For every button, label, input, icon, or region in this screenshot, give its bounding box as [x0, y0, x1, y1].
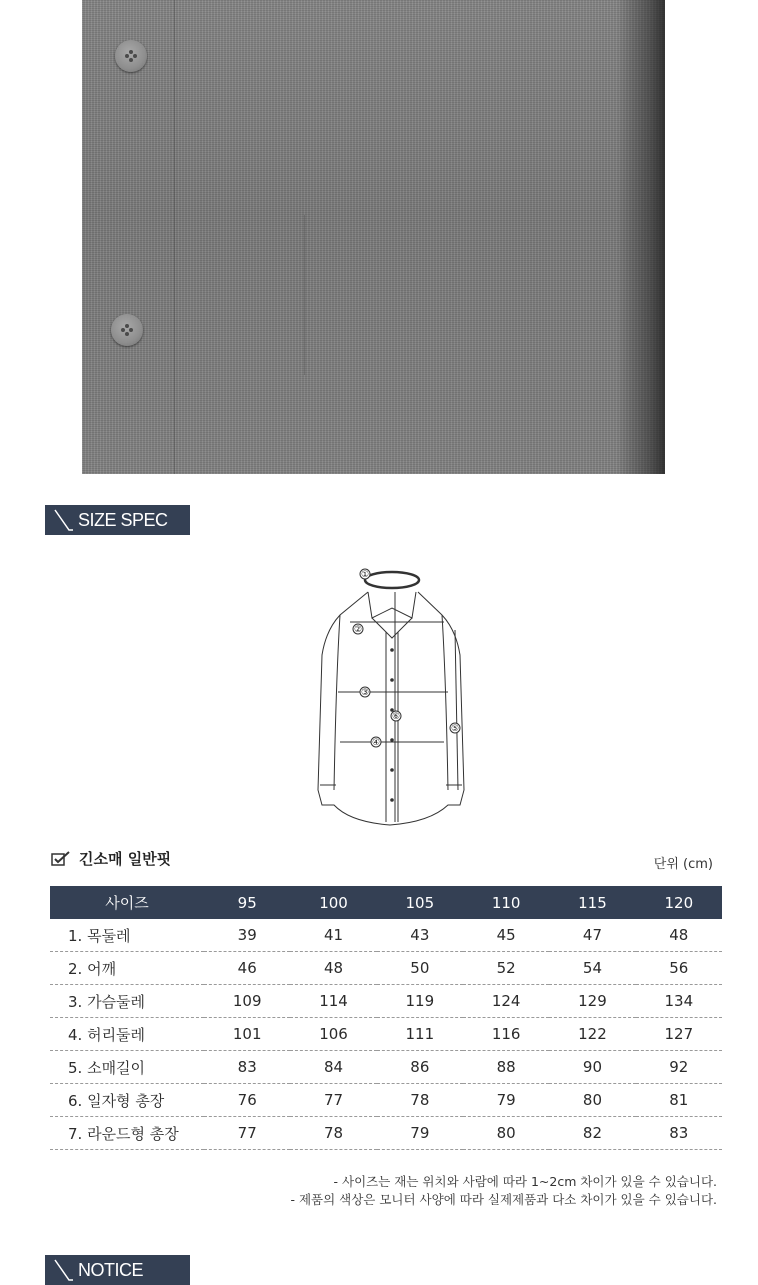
checkbox-edit-icon	[51, 851, 71, 867]
unit-label: 단위 (cm)	[653, 857, 713, 872]
table-cell: 48	[290, 952, 376, 985]
row-label: 1. 목둘레	[50, 919, 204, 952]
shirt-measurement-diagram	[310, 560, 470, 830]
table-cell: 86	[377, 1051, 463, 1084]
size-spec-title: SIZE SPEC	[78, 510, 168, 530]
placket-seam	[174, 0, 175, 474]
table-cell: 79	[463, 1084, 549, 1117]
shirt-button	[115, 40, 147, 72]
table-cell: 90	[549, 1051, 635, 1084]
table-cell: 127	[636, 1018, 722, 1051]
note-line: - 제품의 색상은 모니터 사양에 따라 실제제품과 다소 차이가 있을 수 있습니다.	[290, 1192, 717, 1207]
diagram-marker-3: ③	[360, 688, 370, 698]
table-row	[50, 1117, 722, 1150]
note-line: - 사이즈는 재는 위치와 사람에 따라 1~2cm 차이가 있을 수 있습니다.	[333, 1174, 717, 1189]
table-cell: 84	[290, 1051, 376, 1084]
table-cell: 79	[377, 1117, 463, 1150]
table-row	[50, 1084, 722, 1117]
table-cell: 52	[463, 952, 549, 985]
table-cell: 109	[204, 985, 290, 1018]
header-size: 105	[377, 886, 463, 919]
table-cell: 134	[636, 985, 722, 1018]
table-cell: 56	[636, 952, 722, 985]
table-cell: 77	[290, 1084, 376, 1117]
product-fabric-photo	[82, 0, 665, 474]
size-spec-table	[50, 886, 722, 1150]
header-size: 100	[290, 886, 376, 919]
table-cell: 43	[377, 919, 463, 952]
table-row	[50, 1018, 722, 1051]
slash-icon	[53, 508, 73, 532]
diagram-marker-2: ②	[353, 625, 363, 635]
row-label: 7. 라운드형 총장	[50, 1117, 204, 1150]
sleeve-shadow	[617, 0, 665, 474]
notice-banner	[45, 1255, 190, 1285]
table-row	[50, 952, 722, 985]
table-cell: 92	[636, 1051, 722, 1084]
table-cell: 78	[377, 1084, 463, 1117]
notice-title: NOTICE	[78, 1260, 144, 1280]
table-row	[50, 919, 722, 952]
table-cell: 45	[463, 919, 549, 952]
table-row	[50, 985, 722, 1018]
neck-measure-arc	[365, 572, 419, 588]
size-notes	[290, 1173, 717, 1209]
table-cell: 77	[204, 1117, 290, 1150]
table-cell: 80	[463, 1117, 549, 1150]
row-label: 4. 허리둘레	[50, 1018, 204, 1051]
diagram-marker-5: ⑤	[450, 724, 460, 734]
diagram-marker-4: ④	[371, 738, 381, 748]
table-cell: 83	[204, 1051, 290, 1084]
table-cell: 83	[636, 1117, 722, 1150]
row-label: 6. 일자형 총장	[50, 1084, 204, 1117]
table-cell: 48	[636, 919, 722, 952]
table-cell: 80	[549, 1084, 635, 1117]
diagram-marker-1: ①	[360, 570, 370, 580]
table-cell: 41	[290, 919, 376, 952]
table-cell: 76	[204, 1084, 290, 1117]
slash-icon	[53, 1258, 73, 1282]
table-cell: 114	[290, 985, 376, 1018]
table-cell: 81	[636, 1084, 722, 1117]
size-spec-banner	[45, 505, 190, 535]
table-cell: 82	[549, 1117, 635, 1150]
table-cell: 78	[290, 1117, 376, 1150]
table-cell: 111	[377, 1018, 463, 1051]
diagram-marker-6: ⑥	[391, 712, 401, 722]
table-cell: 50	[377, 952, 463, 985]
header-size: 95	[204, 886, 290, 919]
spec-heading	[51, 848, 171, 869]
table-cell: 46	[204, 952, 290, 985]
spec-heading-text: 긴소매 일반핏	[79, 850, 172, 868]
table-cell: 122	[549, 1018, 635, 1051]
row-label: 5. 소매길이	[50, 1051, 204, 1084]
table-cell: 129	[549, 985, 635, 1018]
header-size-label: 사이즈	[50, 886, 204, 919]
header-size: 115	[549, 886, 635, 919]
header-size: 120	[636, 886, 722, 919]
shirt-button	[111, 314, 143, 346]
row-label: 3. 가슴둘레	[50, 985, 204, 1018]
table-cell: 119	[377, 985, 463, 1018]
table-cell: 39	[204, 919, 290, 952]
table-row	[50, 1051, 722, 1084]
table-cell: 101	[204, 1018, 290, 1051]
row-label: 2. 어깨	[50, 952, 204, 985]
table-cell: 124	[463, 985, 549, 1018]
table-cell: 47	[549, 919, 635, 952]
table-cell: 106	[290, 1018, 376, 1051]
table-header-row	[50, 886, 722, 919]
pocket-seam	[304, 215, 305, 375]
table-cell: 88	[463, 1051, 549, 1084]
header-size: 110	[463, 886, 549, 919]
table-cell: 54	[549, 952, 635, 985]
table-cell: 116	[463, 1018, 549, 1051]
